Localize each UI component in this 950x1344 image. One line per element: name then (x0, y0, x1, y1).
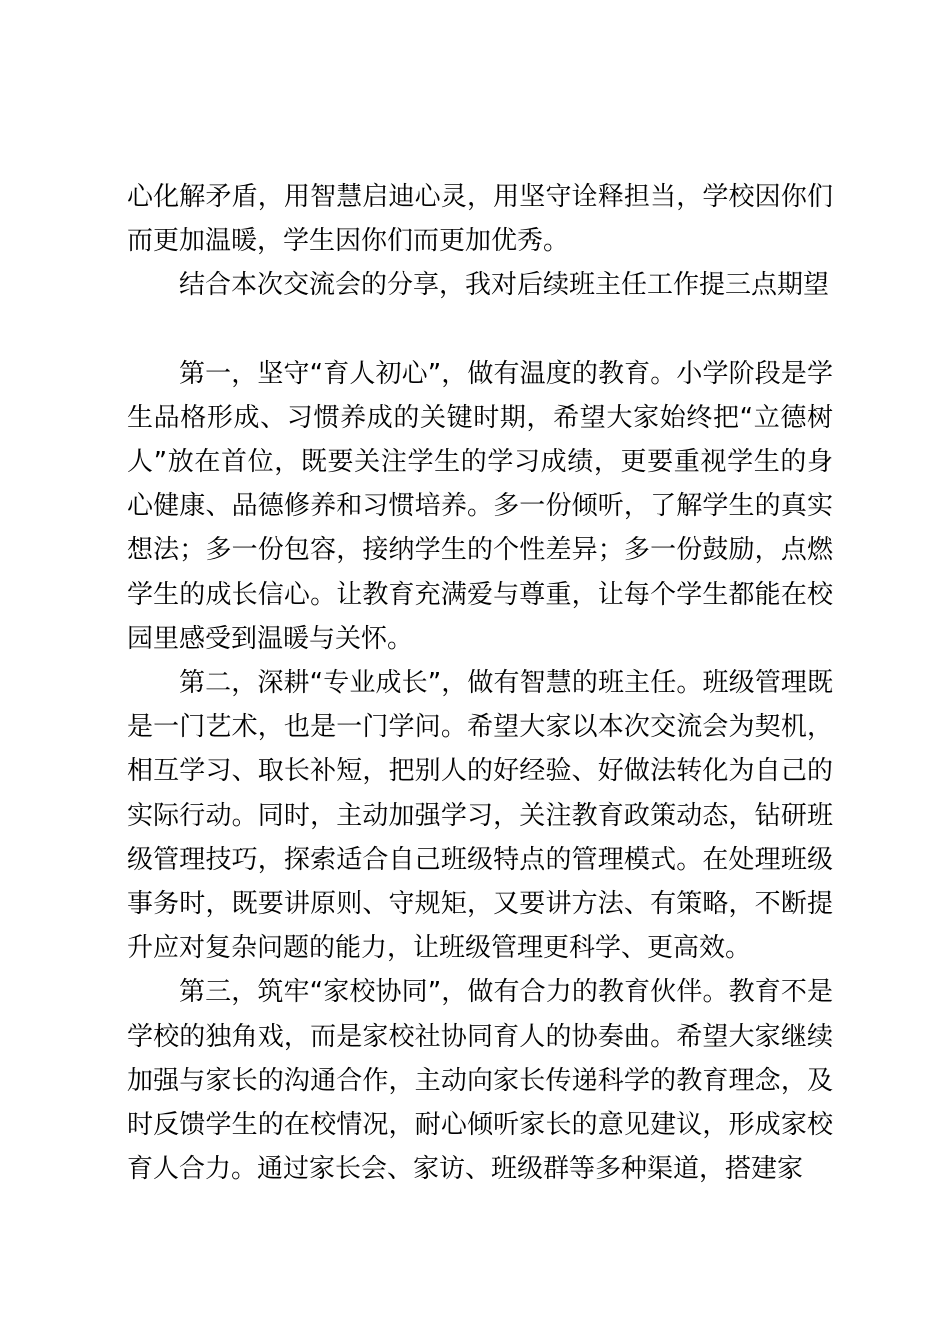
document-body (127, 175, 833, 1191)
paragraph-intro-expectations: 结合本次交流会的分享，我对后续班主任工作提三点期望 (179, 270, 830, 301)
paragraph-continuation: 心化解矛盾，用智慧启迪心灵，用坚守诠释担当，学校因你们而更加温暖，学生因你们而更加优秀。 (127, 182, 833, 257)
paragraph-first-expectation: 第一，坚守“育人初心”，做有温度的教育。小学阶段是学生品格形成、习惯养成的关键时期，希望大家始终把“立德树人”放在首位，既要关注学生的学习成绩，更要重视学生的身心健康、品德修养和习惯培养。多一份倾听，了解学生的真实想法；多一份包容，接纳学生的个性差异；多一份鼓励，点燃学生的成长信心。让教育充满爱与尊重，让每个学生都能在校园里感受到温暖与关怀。 (127, 358, 833, 654)
paragraph-third-expectation: 第三，筑牢“家校协同”，做有合力的教育伙伴。教育不是学校的独角戏，而是家校社协同育人的协奏曲。希望大家继续加强与家长的沟通合作，主动向家长传递科学的教育理念，及时反馈学生的在校情况，耐心倾听家长的意见建议，形成家校育人合力。通过家长会、家访、班级群等多种渠道，搭建家 (127, 977, 833, 1185)
paragraph-second-expectation: 第二，深耕“专业成长”，做有智慧的班主任。班级管理既是一门艺术，也是一门学问。希望大家以本次交流会为契机，相互学习、取长补短，把别人的好经验、好做法转化为自己的实际行动。同时，主动加强学习，关注教育政策动态，钻研班级管理技巧，探索适合自己班级特点的管理模式。在处理班级事务时，既要讲原则、守规矩，又要讲方法、有策略，不断提升应对复杂问题的能力，让班级管理更科学、更高效。 (127, 668, 833, 964)
